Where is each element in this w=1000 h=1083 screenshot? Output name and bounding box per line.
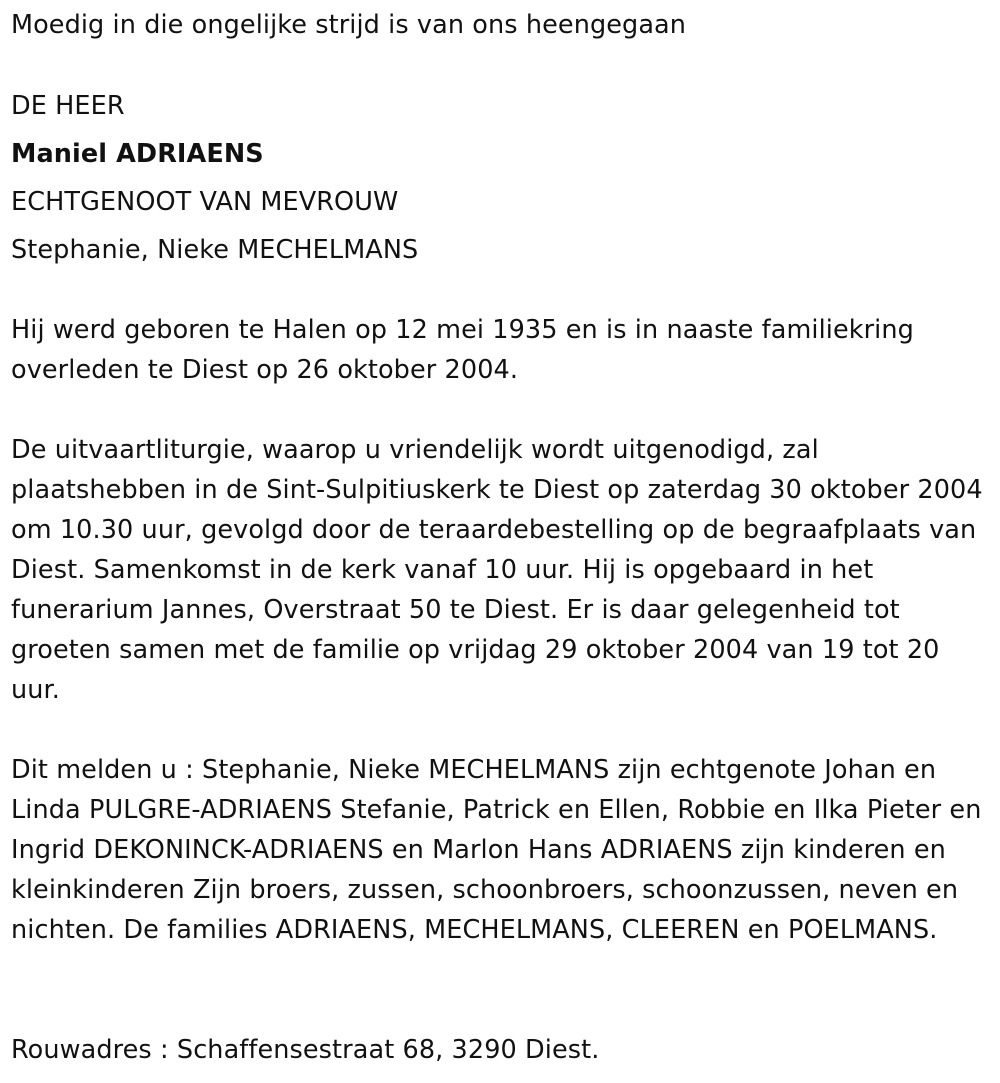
honorific-title: DE HEER bbox=[11, 91, 125, 121]
birth-death-paragraph: Hij werd geboren te Halen op 12 mei 1935 en is in naaste familiekring overleden te Diest op 26 oktober 2004. bbox=[11, 315, 914, 385]
mourning-address: Rouwadres : Schaffensestraat 68, 3290 Diest. bbox=[11, 1035, 600, 1065]
spouse-name: Stephanie, Nieke MECHELMANS bbox=[11, 235, 419, 265]
deceased-name: Maniel ADRIAENS bbox=[11, 139, 264, 169]
spouse-label: ECHTGENOOT VAN MEVROUW bbox=[11, 187, 399, 217]
family-paragraph: Dit melden u : Stephanie, Nieke MECHELMANS zijn echtgenote Johan en Linda PULGRE-ADRIAENS Stefanie, Patrick en Ellen, Robbie en Ilka Pieter en Ingrid DEKONINCK-ADRIAENS en Marlon Hans ADRIAENS zijn kinderen en kleinkinderen Zijn broers, zussen, schoonbroers, schoonzussen, neven en nichten. De families ADRIAENS, MECHELMANS, CLEEREN en POELMANS. bbox=[11, 755, 982, 945]
intro-line: Moedig in die ongelijke strijd is van ons heengegaan bbox=[11, 10, 687, 40]
funeral-paragraph: De uitvaartliturgie, waarop u vriendelijk wordt uitgenodigd, zal plaatshebben in de Sint-Sulpitiuskerk te Diest op zaterdag 30 oktober 2004 om 10.30 uur, gevolgd door de teraardebestelling op de begraafplaats van Diest. Samenkomst in de kerk vanaf 10 uur. Hij is opgebaard in het funerarium Jannes, Overstraat 50 te Diest. Er is daar gelegenheid tot groeten samen met de familie op vrijdag 29 oktober 2004 van 19 tot 20 uur. bbox=[11, 435, 983, 705]
